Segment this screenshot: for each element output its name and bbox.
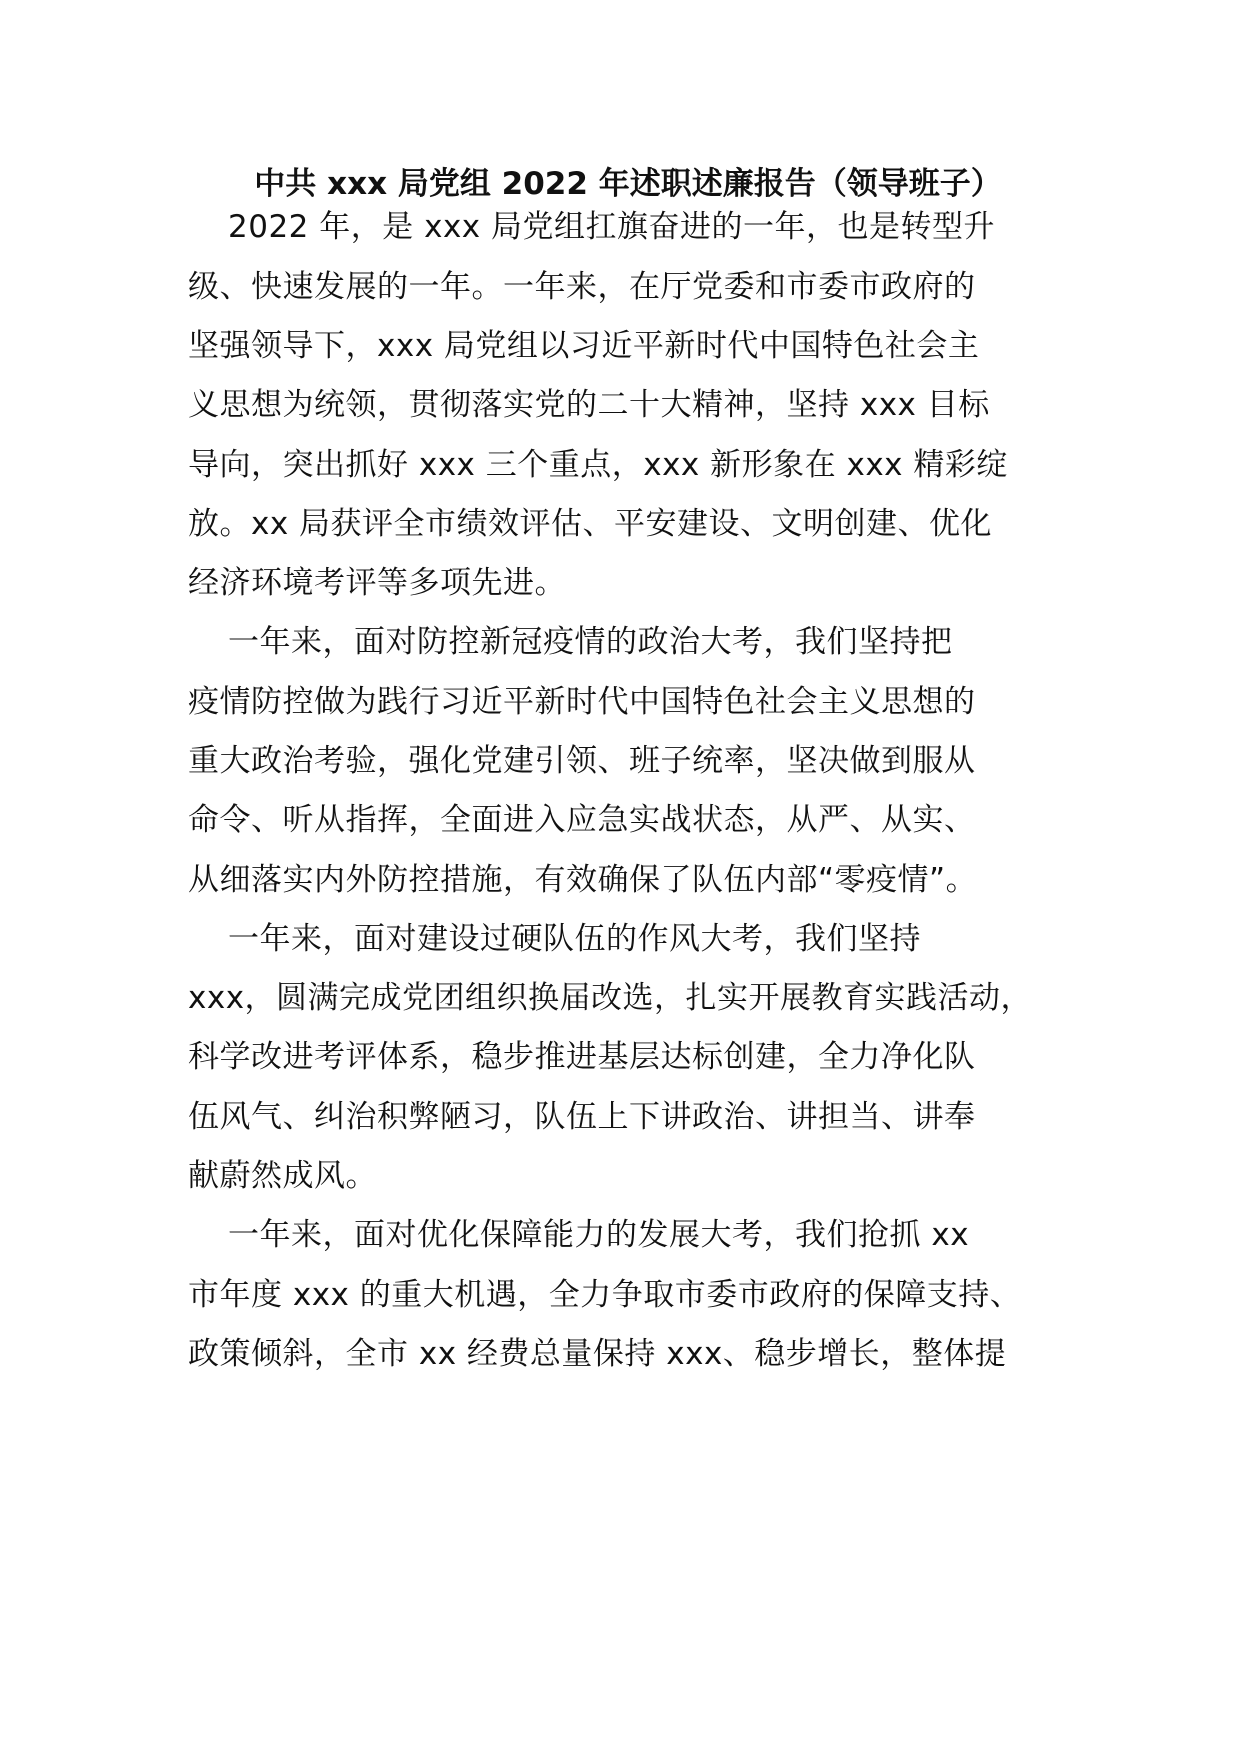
paragraph-line: 经济环境考评等多项先进。	[188, 565, 566, 601]
paragraph-line: 献蔚然成风。	[188, 1158, 377, 1194]
paragraph-line: 命令、听从指挥，全面进入应急实战状态，从严、从实、	[188, 802, 976, 838]
paragraph-line: 导向，突出抓好 xxx 三个重点，xxx 新形象在 xxx 精彩绽	[188, 447, 1008, 483]
paragraph-line: 疫情防控做为践行习近平新时代中国特色社会主义思想的	[188, 684, 976, 720]
paragraph-line: 从细落实内外防控措施，有效确保了队伍内部“零疫情”。	[188, 862, 978, 898]
paragraph-line: 科学改进考评体系，稳步推进基层达标创建，全力净化队	[188, 1039, 976, 1075]
paragraph-line: 放。xx 局获评全市绩效评估、平安建设、文明创建、优化	[188, 506, 993, 542]
paragraph-line: 2022 年，是 xxx 局党组扛旗奋进的一年，也是转型升	[228, 209, 995, 245]
paragraph-line: 政策倾斜，全市 xx 经费总量保持 xxx、稳步增长，整体提	[188, 1336, 1007, 1372]
paragraph-line: 伍风气、纠治积弊陋习，队伍上下讲政治、讲担当、讲奉	[188, 1099, 976, 1135]
paragraph-line: 坚强领导下，xxx 局党组以习近平新时代中国特色社会主	[188, 328, 980, 364]
paragraph-line: xxx，圆满完成党团组织换届改选，扎实开展教育实践活动，	[188, 980, 1033, 1016]
paragraph-line: 一年来，面对优化保障能力的发展大考，我们抢抓 xx	[228, 1217, 970, 1253]
paragraph-line: 一年来，面对防控新冠疫情的政治大考，我们坚持把	[228, 624, 953, 660]
paragraph-line: 重大政治考验，强化党建引领、班子统率，坚决做到服从	[188, 743, 976, 779]
paragraph-line: 义思想为统领，贯彻落实党的二十大精神，坚持 xxx 目标	[188, 387, 990, 423]
paragraph-line: 级、快速发展的一年。一年来，在厅党委和市委市政府的	[188, 269, 976, 305]
paragraph-line: 市年度 xxx 的重大机遇，全力争取市委市政府的保障支持、	[188, 1277, 1022, 1313]
paragraph-line: 一年来，面对建设过硬队伍的作风大考，我们坚持	[228, 921, 921, 957]
document-title: 中共 xxx 局党组 2022 年述职述廉报告（领导班子）	[254, 166, 1002, 202]
